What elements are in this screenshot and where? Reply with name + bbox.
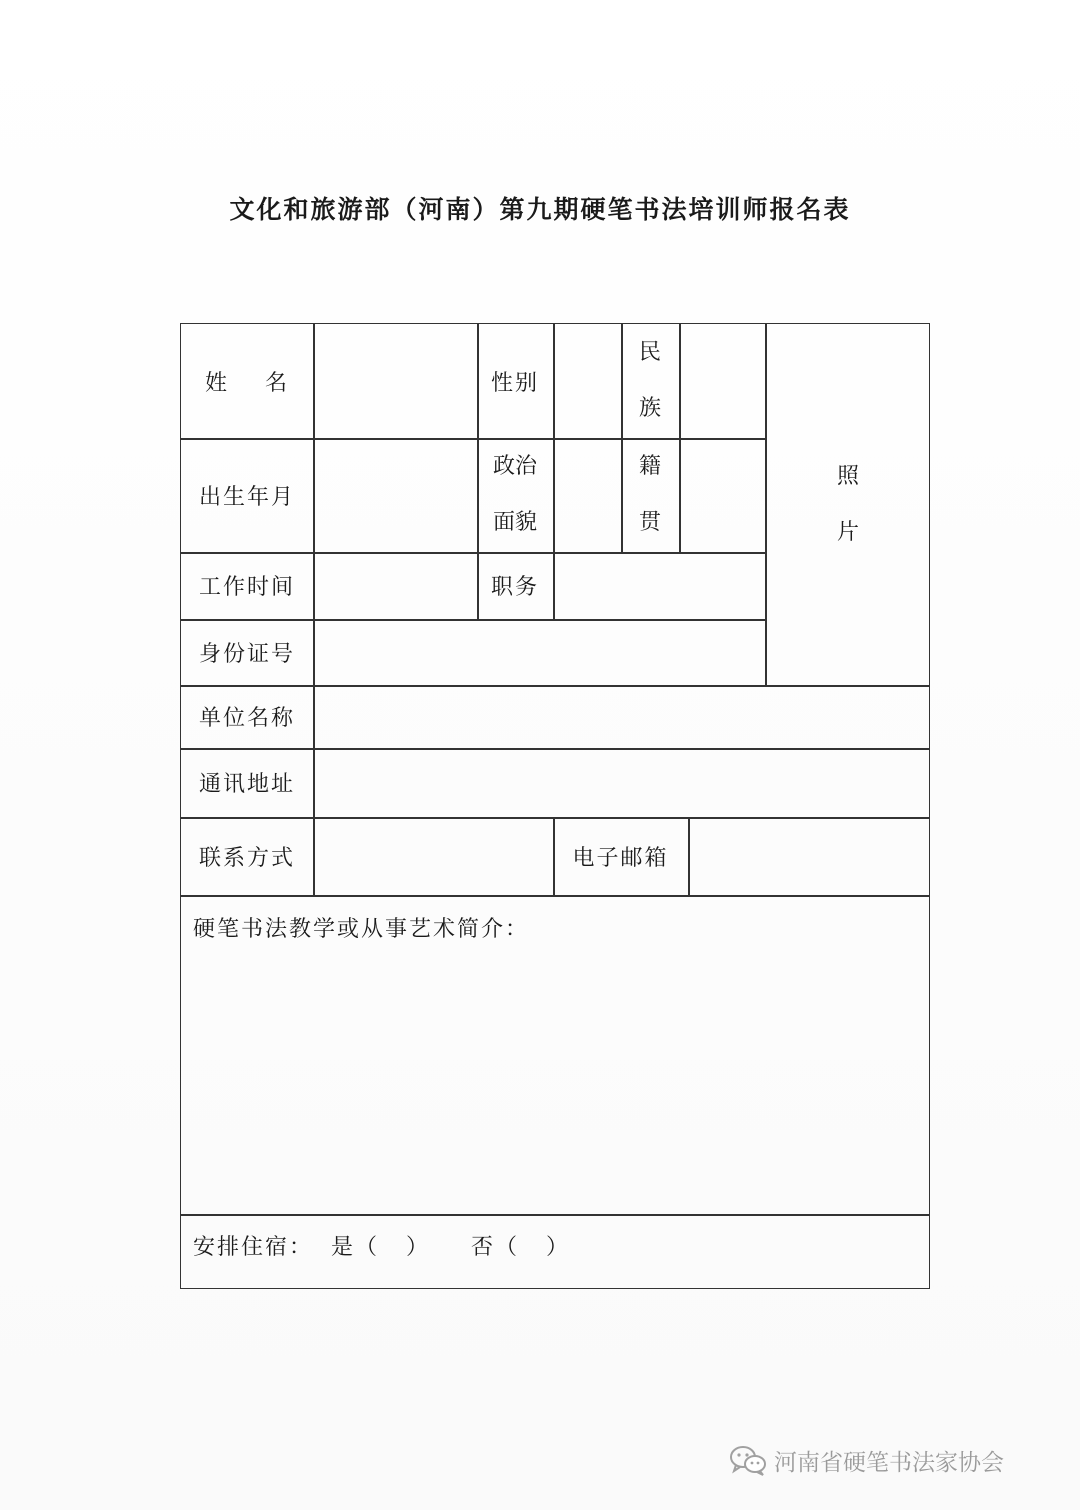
work-time-label: 工作时间: [198, 575, 295, 600]
address-label: 通讯地址: [198, 772, 295, 797]
contact-label: 联系方式: [198, 845, 295, 871]
row-divider: [181, 1214, 929, 1216]
photo-label-char: 照: [836, 463, 859, 489]
unit-name-field[interactable]: [315, 687, 927, 746]
contact-field[interactable]: [315, 819, 551, 893]
name-label: 姓 名: [205, 370, 289, 396]
birth-date-label: 出生年月: [198, 484, 295, 510]
gender-field[interactable]: [555, 326, 619, 436]
position-label: 职务: [490, 575, 539, 600]
ethnicity-field[interactable]: [681, 326, 763, 436]
row-divider: [181, 895, 929, 897]
watermark: [728, 1440, 1058, 1480]
native-place-field[interactable]: [681, 440, 763, 550]
position-field[interactable]: [555, 554, 763, 617]
registration-form: [180, 323, 930, 1289]
photo-label-char: 片: [836, 519, 859, 545]
ethnicity-label-char: 民: [638, 340, 661, 365]
lodging-no-option[interactable]: 否（ ）: [471, 1235, 570, 1260]
gender-label: 性别: [490, 370, 539, 396]
political-status-field[interactable]: [555, 440, 619, 550]
email-label: 电子邮箱: [572, 845, 669, 871]
political-status-label-line: 面貌: [492, 510, 537, 535]
watermark-text: 河南省硬笔书法家协会: [774, 1449, 1004, 1476]
address-field[interactable]: [315, 750, 927, 815]
work-time-field[interactable]: [315, 554, 475, 617]
lodging-yes-option[interactable]: 是（ ）: [331, 1235, 430, 1260]
ethnicity-label-char: 族: [638, 396, 661, 421]
photo-area[interactable]: [767, 324, 929, 685]
political-status-label-line: 政治: [492, 454, 537, 479]
id-number-label: 身份证号: [198, 641, 295, 667]
native-place-label-char: 贯: [638, 510, 661, 535]
ethnicity-label: [621, 324, 679, 438]
birth-date-field[interactable]: [315, 440, 475, 550]
unit-name-label: 单位名称: [198, 706, 295, 731]
form-title: 文化和旅游部（河南）第九期硬笔书法培训师报名表: [229, 195, 851, 224]
id-number-field[interactable]: [315, 621, 763, 683]
political-status-label: [477, 438, 553, 552]
native-place-label: [621, 438, 679, 552]
intro-label: 硬笔书法教学或从事艺术简介：: [193, 917, 530, 942]
name-field[interactable]: [315, 326, 475, 436]
intro-field[interactable]: [183, 954, 927, 1212]
native-place-label-char: 籍: [638, 454, 661, 479]
lodging-label: 安排住宿：: [193, 1235, 314, 1260]
wechat-icon: [728, 1443, 768, 1477]
email-field[interactable]: [690, 819, 927, 893]
